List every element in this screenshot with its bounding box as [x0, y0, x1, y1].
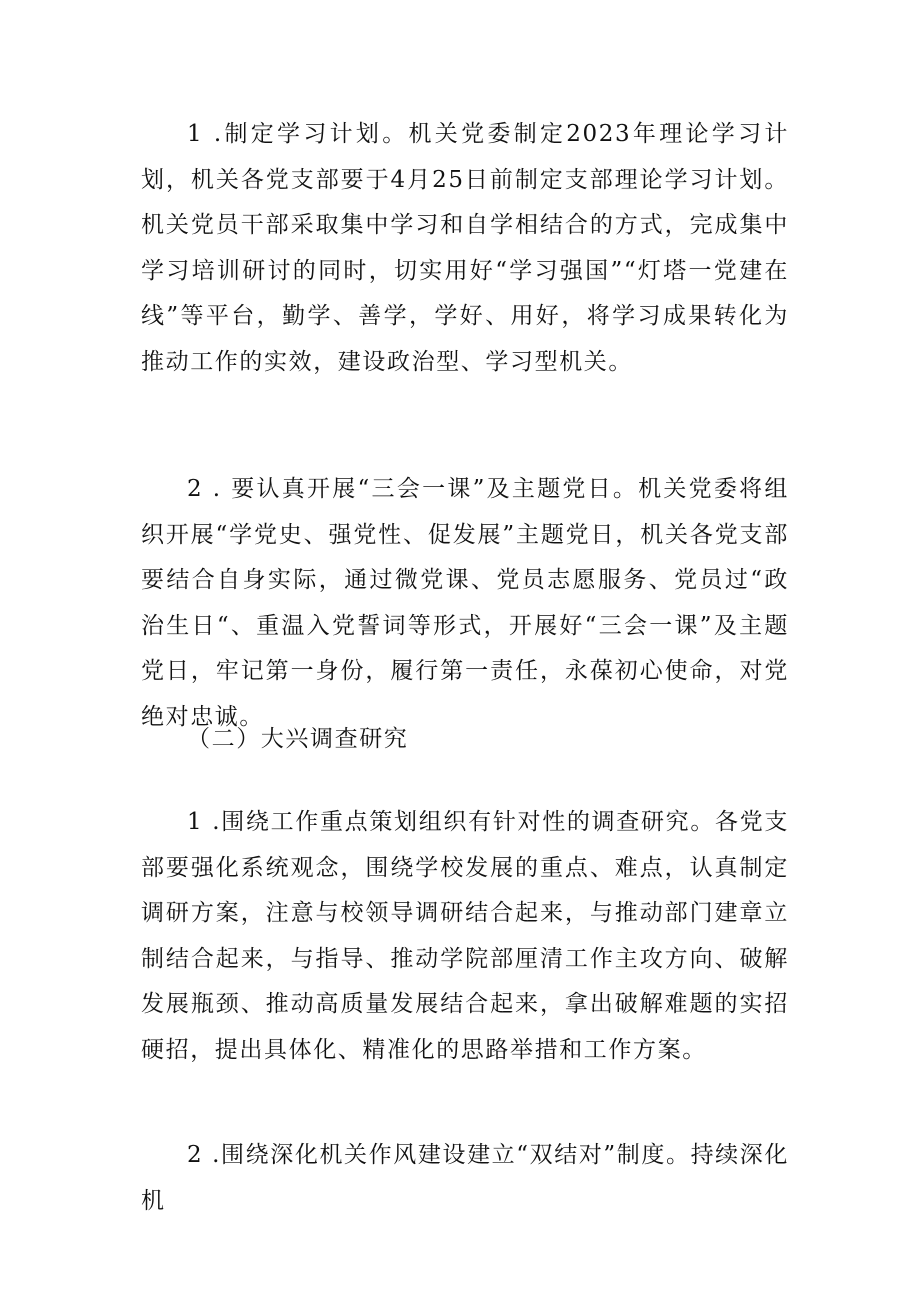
section-heading-research: （二）大兴调查研究 [187, 726, 409, 752]
paragraph-study-plan: 1 .制定学习计划。机关党委制定2023年理论学习计划，机关各党支部要于4月25日前制定支部理论学习计划。机关党员干部采取集中学习和自学相结合的方式，完成集中学习培训研讨的同时，切实用好“学习强国”“灯塔一党建在线”等平台，勤学、善学，学好、用好，将学习成果转化为推动工作的实效，建设政治型、学习型机关。 [141, 121, 789, 375]
paragraph-party-day: 2 . 要认真开展“三会一课”及主题党日。机关党委将组织开展“学党史、强党性、促发展”主题党日，机关各党支部要结合自身实际，通过微党课、党员志愿服务、党员过“政治生日“、重温入党誓词等形式，开展好“三会一课”及主题党日，牢记第一身份，履行第一责任，永葆初心使命，对党绝对忠诚。 [141, 476, 789, 730]
paragraph-research-focus: 1 .围绕工作重点策划组织有针对性的调查研究。各党支部要强化系统观念，围绕学校发展的重点、难点，认真制定调研方案，注意与校领导调研结合起来，与推动部门建章立制结合起来，与指导、推动学院部厘清工作主攻方向、破解发展瓶颈、推动高质量发展结合起来，拿出破解难题的实招硬招，提出具体化、精准化的思路举措和工作方案。 [141, 809, 789, 1063]
paragraph-double-pairing: 2 .围绕深化机关作风建设建立“双结对”制度。持续深化机 [141, 1142, 789, 1214]
